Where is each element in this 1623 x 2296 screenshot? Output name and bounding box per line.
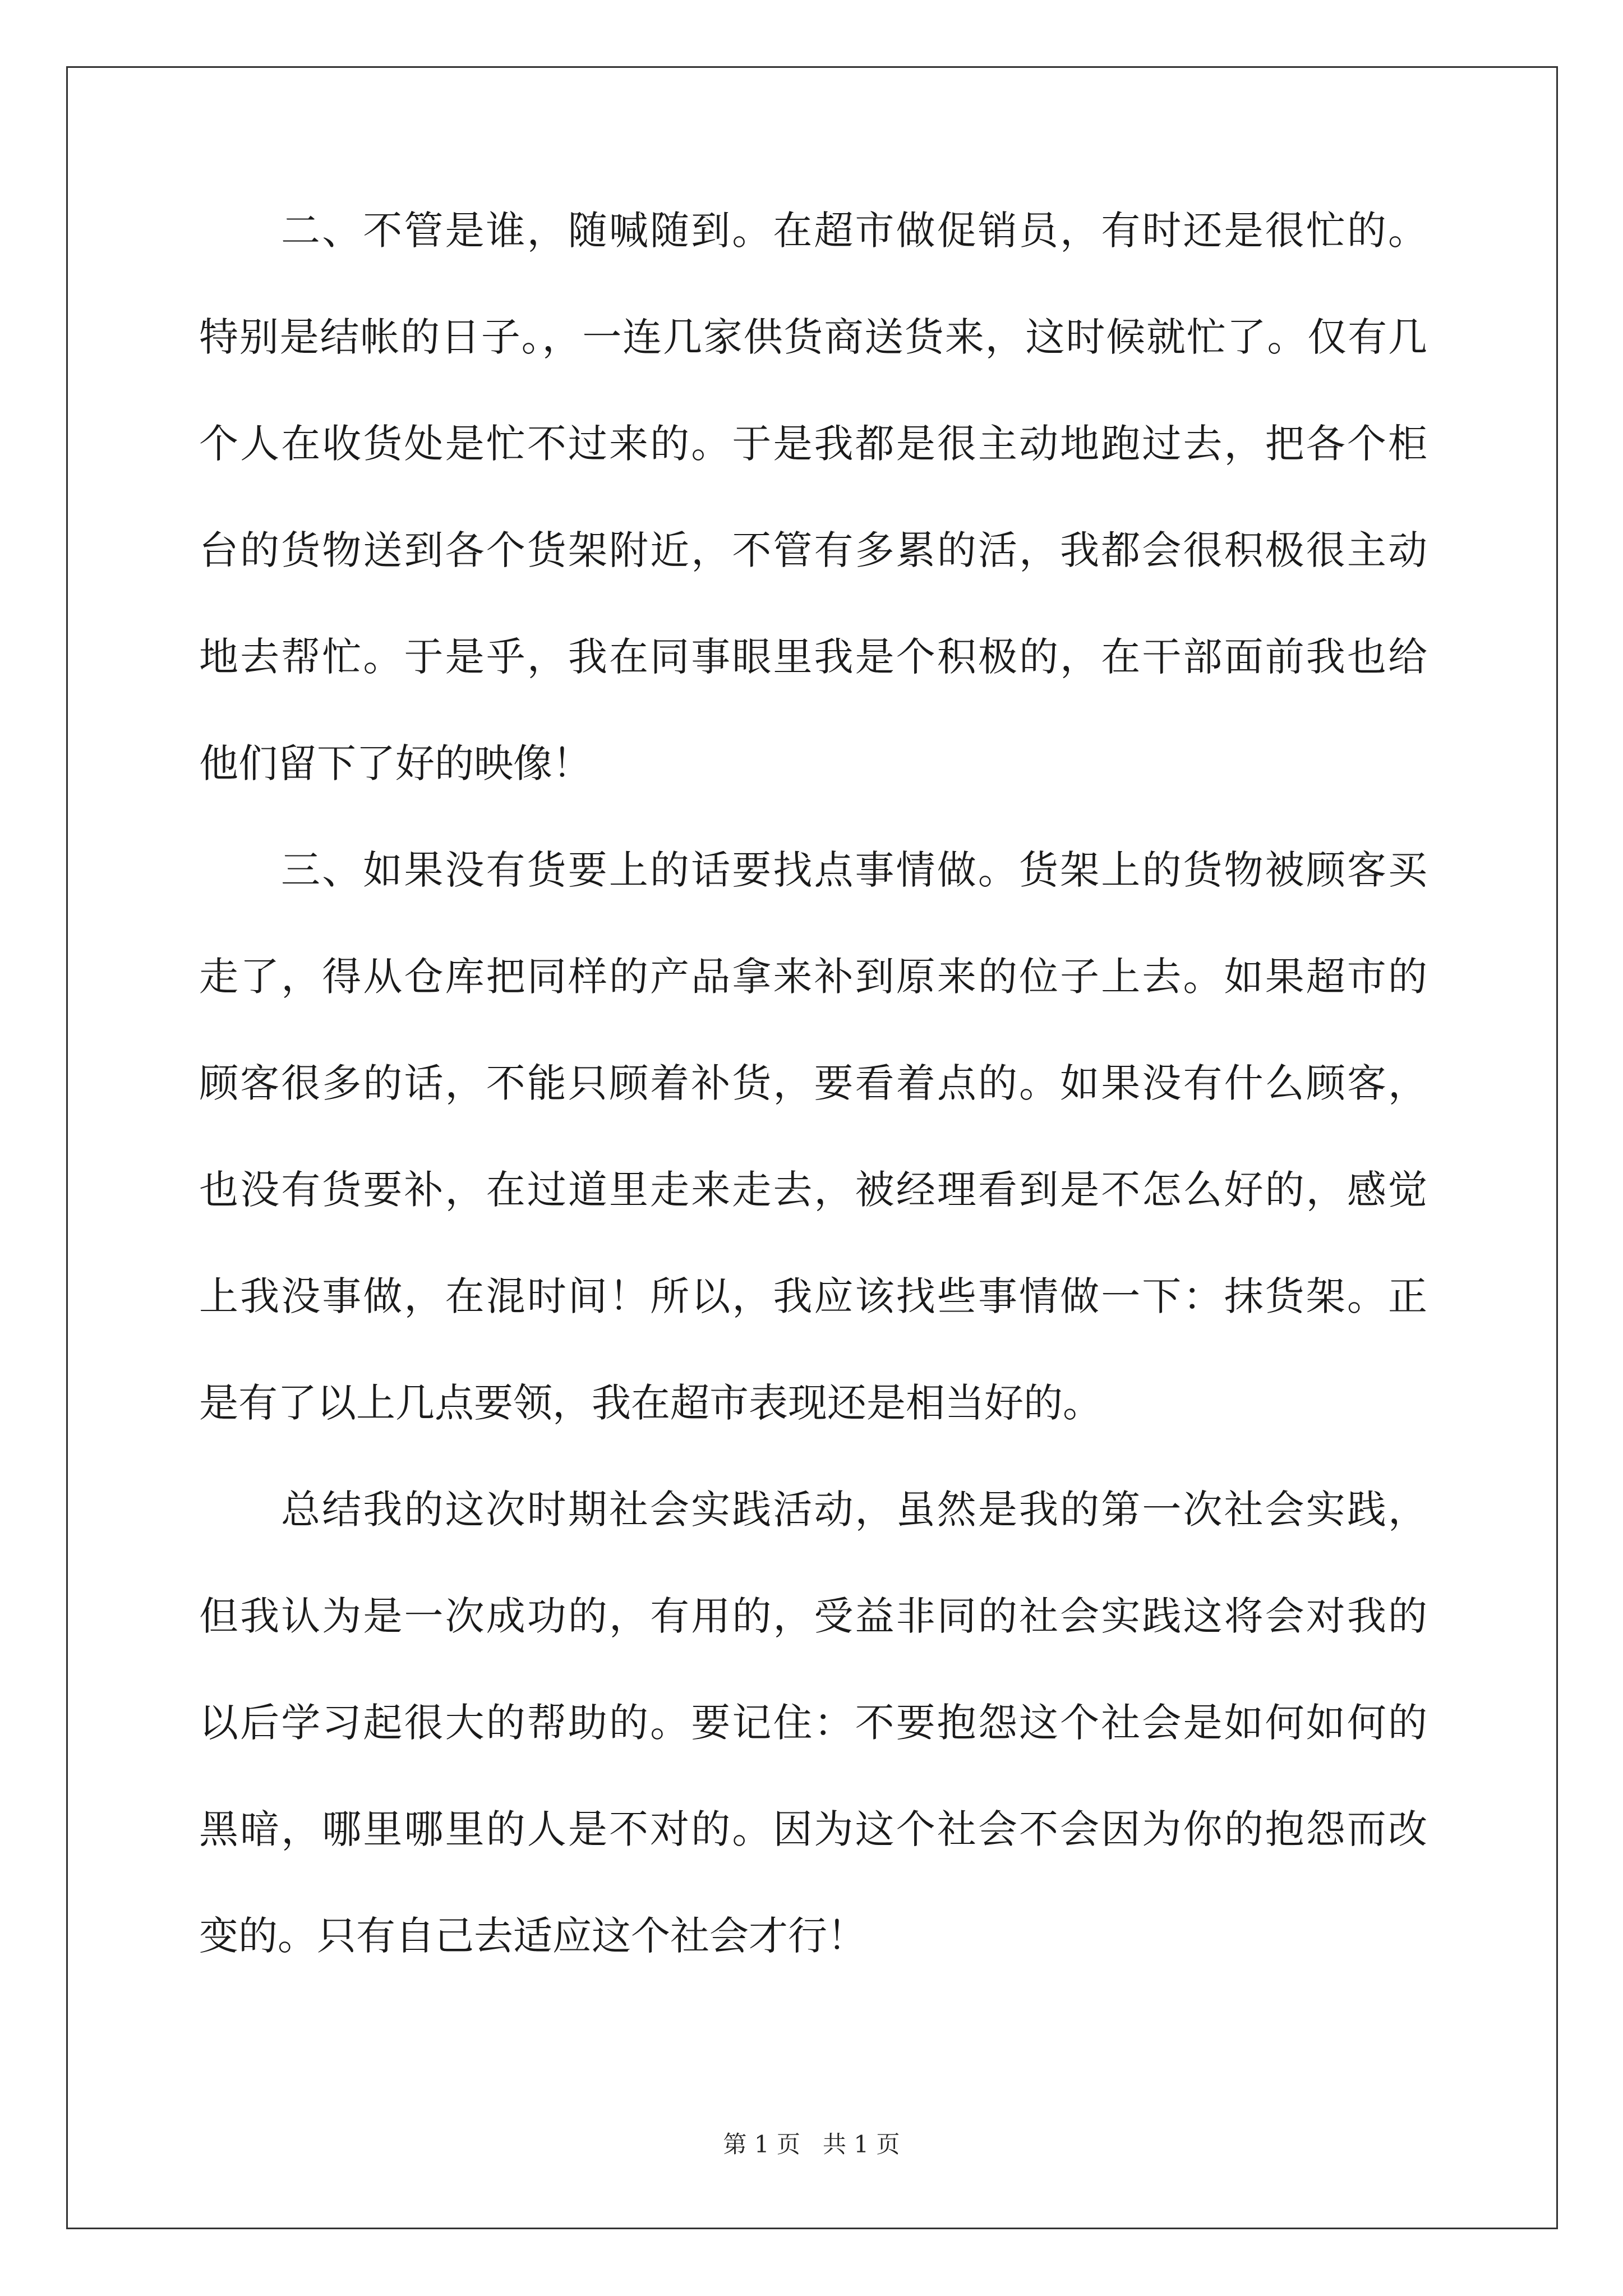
text-line: 但我认为是一次成功的，有用的，受益非同的社会实践这将会对我的 [199, 1593, 1427, 1639]
document-body [199, 204, 1427, 2016]
text-line: 以后学习起很大的帮助的。要记住：不要抱怨这个社会是如何如何的 [199, 1700, 1427, 1746]
text-line: 二、不管是谁，随喊随到。在超市做促销员，有时还是很忙的。 [281, 208, 1427, 254]
text-line: 总结我的这次时期社会实践活动，虽然是我的第一次社会实践， [281, 1487, 1427, 1533]
text-line: 台的货物送到各个货架附近，不管有多累的活，我都会很积极很主动 [199, 527, 1427, 573]
text-line: 上我没事做，在混时间！所以，我应该找些事情做一下：抹货架。正 [199, 1273, 1427, 1319]
text-line: 黑暗，哪里哪里的人是不对的。因为这个社会不会因为你的抱怨而改 [199, 1806, 1427, 1852]
text-line: 地去帮忙。于是乎，我在同事眼里我是个积极的，在干部面前我也给 [199, 634, 1427, 680]
text-line: 三、如果没有货要上的话要找点事情做。货架上的货物被顾客买 [281, 847, 1427, 893]
text-line: 顾客很多的话，不能只顾着补货，要看着点的。如果没有什么顾客， [199, 1060, 1427, 1106]
text-line: 走了，得从仓库把同样的产品拿来补到原来的位子上去。如果超市的 [199, 954, 1427, 1000]
text-line: 特别是结帐的日子。，一连几家供货商送货来，这时候就忙了。仅有几 [199, 314, 1427, 360]
text-line: 他们留下了好的映像！ [199, 740, 592, 786]
text-line: 变的。只有自己去适应这个社会才行！ [199, 1913, 866, 1959]
text-line: 个人在收货处是忙不过来的。于是我都是很主动地跑过去，把各个柜 [199, 421, 1427, 467]
page-footer: 第 1 页 共 1 页 [723, 2131, 900, 2158]
text-line: 是有了以上几点要领，我在超市表现还是相当好的。 [199, 1380, 1102, 1426]
text-line: 也没有货要补，在过道里走来走去，被经理看到是不怎么好的，感觉 [199, 1167, 1427, 1213]
